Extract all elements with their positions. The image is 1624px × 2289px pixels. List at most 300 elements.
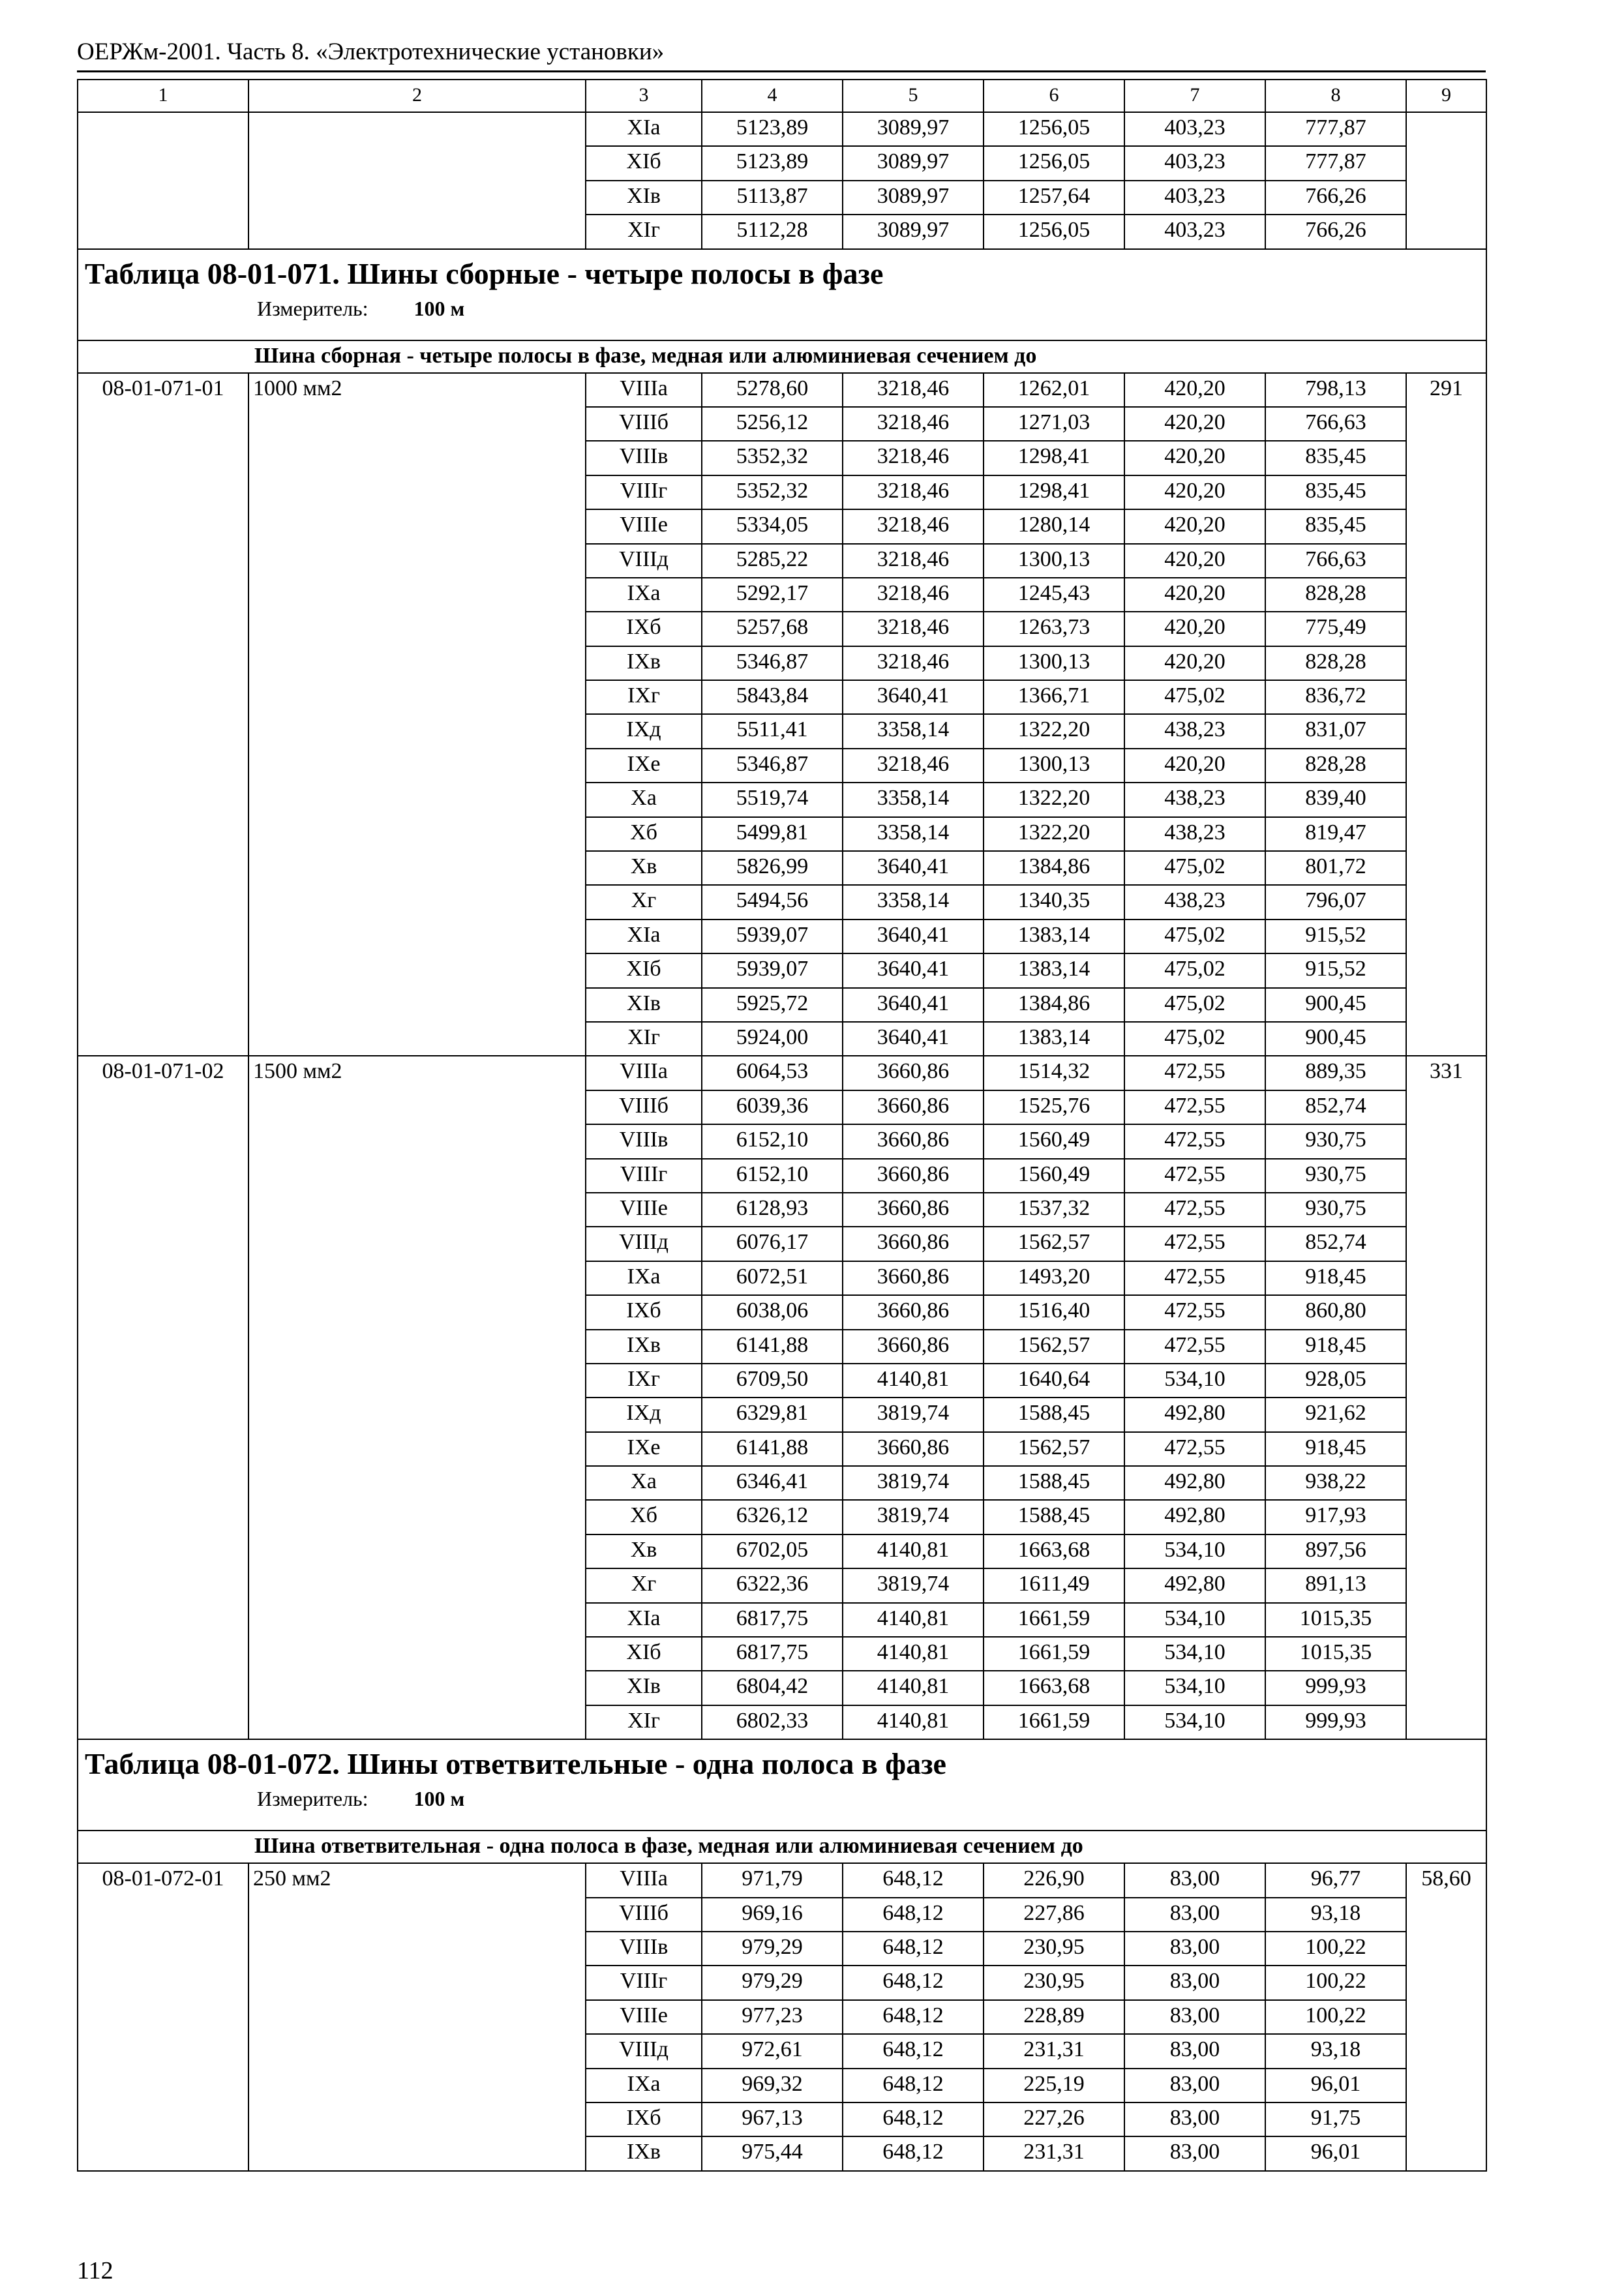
machines-cell: 226,90: [984, 1863, 1124, 1897]
zone-cell: IXб: [586, 612, 702, 646]
table-subtitle-row: [78, 340, 1486, 373]
zone-cell: Xб: [586, 1500, 702, 1534]
wages-cell: 3089,97: [843, 181, 984, 215]
machinist-wages-cell: 475,02: [1124, 680, 1265, 714]
materials-cell: 100,22: [1265, 1966, 1406, 1999]
wages-cell: 3218,46: [843, 373, 984, 407]
wages-cell: 648,12: [843, 2102, 984, 2136]
total-cost-cell: 5925,72: [702, 988, 843, 1022]
machines-cell: 231,31: [984, 2034, 1124, 2068]
total-cost-cell: 6141,88: [702, 1432, 843, 1466]
column-number: 2: [248, 80, 586, 112]
table-subtitle: Шина ответвительная - одна полоса в фазе, медная или алюминиевая сечением до: [78, 1831, 1486, 1863]
zone-cell: IXв: [586, 2136, 702, 2170]
materials-cell: 777,87: [1265, 146, 1406, 180]
zone-cell: IXв: [586, 646, 702, 680]
machinist-wages-cell: 420,20: [1124, 749, 1265, 783]
wages-cell: 3218,46: [843, 407, 984, 441]
wages-cell: 648,12: [843, 1966, 984, 1999]
machines-cell: 227,26: [984, 2102, 1124, 2136]
wages-cell: 3819,74: [843, 1398, 984, 1431]
machines-cell: 230,95: [984, 1966, 1124, 1999]
total-cost-cell: 6709,50: [702, 1364, 843, 1398]
total-cost-cell: 6076,17: [702, 1227, 843, 1261]
wages-cell: 4140,81: [843, 1671, 984, 1705]
machines-cell: 1245,43: [984, 578, 1124, 612]
table-title-row: [78, 1739, 1486, 1831]
table-row: [78, 373, 1486, 407]
machines-cell: 1256,05: [984, 146, 1124, 180]
total-cost-cell: 5346,87: [702, 749, 843, 783]
machinist-wages-cell: 83,00: [1124, 1966, 1265, 1999]
wages-cell: 3640,41: [843, 920, 984, 953]
materials-cell: 766,26: [1265, 181, 1406, 215]
total-cost-cell: 6039,36: [702, 1090, 843, 1124]
total-cost-cell: 6329,81: [702, 1398, 843, 1431]
machines-cell: 1300,13: [984, 646, 1124, 680]
zone-cell: XIг: [586, 215, 702, 248]
machinist-wages-cell: 420,20: [1124, 612, 1265, 646]
materials-cell: 766,63: [1265, 407, 1406, 441]
zone-cell: XIб: [586, 953, 702, 987]
materials-cell: 828,28: [1265, 749, 1406, 783]
total-cost-cell: 979,29: [702, 1966, 843, 1999]
zone-cell: IXг: [586, 680, 702, 714]
machines-cell: 1663,68: [984, 1534, 1124, 1568]
materials-cell: 831,07: [1265, 714, 1406, 748]
machines-cell: 1256,05: [984, 112, 1124, 146]
machines-cell: 1525,76: [984, 1090, 1124, 1124]
machines-cell: 1384,86: [984, 988, 1124, 1022]
labor-cell: 331: [1406, 1056, 1486, 1739]
zone-cell: Xг: [586, 885, 702, 919]
materials-cell: 775,49: [1265, 612, 1406, 646]
materials-cell: 819,47: [1265, 817, 1406, 851]
materials-cell: 796,07: [1265, 885, 1406, 919]
total-cost-cell: 6322,36: [702, 1568, 843, 1602]
wages-cell: 3218,46: [843, 646, 984, 680]
zone-cell: XIг: [586, 1705, 702, 1739]
zone-cell: XIв: [586, 988, 702, 1022]
wages-cell: 3660,86: [843, 1159, 984, 1193]
materials-cell: 999,93: [1265, 1671, 1406, 1705]
total-cost-cell: 6038,06: [702, 1295, 843, 1329]
machinist-wages-cell: 438,23: [1124, 714, 1265, 748]
machinist-wages-cell: 438,23: [1124, 783, 1265, 816]
machinist-wages-cell: 403,23: [1124, 181, 1265, 215]
machinist-wages-cell: 534,10: [1124, 1534, 1265, 1568]
total-cost-cell: 6346,41: [702, 1466, 843, 1500]
machines-cell: 1256,05: [984, 215, 1124, 248]
column-number: 8: [1265, 80, 1406, 112]
column-number: 4: [702, 80, 843, 112]
total-cost-cell: 969,16: [702, 1898, 843, 1932]
zone-cell: VIIIб: [586, 1090, 702, 1124]
wages-cell: 3660,86: [843, 1227, 984, 1261]
machinist-wages-cell: 420,20: [1124, 373, 1265, 407]
zone-cell: XIв: [586, 1671, 702, 1705]
column-number: 3: [586, 80, 702, 112]
zone-cell: IXд: [586, 1398, 702, 1431]
total-cost-cell: 5256,12: [702, 407, 843, 441]
total-cost-cell: 5292,17: [702, 578, 843, 612]
zone-cell: VIIIе: [586, 509, 702, 543]
machinist-wages-cell: 83,00: [1124, 2069, 1265, 2102]
machinist-wages-cell: 475,02: [1124, 920, 1265, 953]
machinist-wages-cell: 420,20: [1124, 407, 1265, 441]
machines-cell: 1562,57: [984, 1432, 1124, 1466]
machinist-wages-cell: 534,10: [1124, 1603, 1265, 1637]
machines-cell: 1661,59: [984, 1637, 1124, 1671]
table-title: Таблица 08-01-072. Шины ответвительные - одна полоса в фазе: [85, 1747, 946, 1781]
materials-cell: 915,52: [1265, 920, 1406, 953]
total-cost-cell: 977,23: [702, 2000, 843, 2034]
total-cost-cell: 6804,42: [702, 1671, 843, 1705]
total-cost-cell: 5511,41: [702, 714, 843, 748]
column-number: 7: [1124, 80, 1265, 112]
total-cost-cell: 6817,75: [702, 1637, 843, 1671]
machinist-wages-cell: 438,23: [1124, 885, 1265, 919]
table-row: [78, 1863, 1486, 1897]
wages-cell: 3218,46: [843, 475, 984, 509]
machines-cell: 1262,01: [984, 373, 1124, 407]
labor-cell: [1406, 112, 1486, 249]
wages-cell: 3218,46: [843, 441, 984, 475]
wages-cell: 3660,86: [843, 1090, 984, 1124]
wages-cell: 648,12: [843, 2069, 984, 2102]
machines-cell: 1611,49: [984, 1568, 1124, 1602]
wages-cell: 3660,86: [843, 1124, 984, 1158]
materials-cell: 999,93: [1265, 1705, 1406, 1739]
materials-cell: 96,01: [1265, 2069, 1406, 2102]
total-cost-cell: 967,13: [702, 2102, 843, 2136]
machinist-wages-cell: 472,55: [1124, 1124, 1265, 1158]
wages-cell: 648,12: [843, 2034, 984, 2068]
materials-cell: 766,26: [1265, 215, 1406, 248]
total-cost-cell: 5113,87: [702, 181, 843, 215]
total-cost-cell: 5346,87: [702, 646, 843, 680]
materials-cell: 900,45: [1265, 1022, 1406, 1056]
page-header: ОЕРЖм-2001. Часть 8. «Электротехнические установки»: [77, 38, 665, 65]
total-cost-cell: 6064,53: [702, 1056, 843, 1090]
wages-cell: 4140,81: [843, 1364, 984, 1398]
machines-cell: 1661,59: [984, 1603, 1124, 1637]
zone-cell: VIIIе: [586, 1193, 702, 1227]
machines-cell: 1257,64: [984, 181, 1124, 215]
machines-cell: 230,95: [984, 1932, 1124, 1966]
name-cell: 250 мм2: [248, 1863, 586, 2171]
machinist-wages-cell: 420,20: [1124, 544, 1265, 578]
zone-cell: Xв: [586, 851, 702, 885]
machinist-wages-cell: 438,23: [1124, 817, 1265, 851]
total-cost-cell: 6326,12: [702, 1500, 843, 1534]
materials-cell: 93,18: [1265, 2034, 1406, 2068]
wages-cell: 3660,86: [843, 1330, 984, 1364]
zone-cell: XIа: [586, 1603, 702, 1637]
zone-cell: VIIIа: [586, 1056, 702, 1090]
machines-cell: 1384,86: [984, 851, 1124, 885]
wages-cell: 3089,97: [843, 112, 984, 146]
machines-cell: 1588,45: [984, 1500, 1124, 1534]
meter-value: 100 м: [414, 296, 465, 320]
machines-cell: 1298,41: [984, 475, 1124, 509]
total-cost-cell: 975,44: [702, 2136, 843, 2170]
machines-cell: 1588,45: [984, 1466, 1124, 1500]
machinist-wages-cell: 403,23: [1124, 112, 1265, 146]
wages-cell: 4140,81: [843, 1705, 984, 1739]
materials-cell: 891,13: [1265, 1568, 1406, 1602]
total-cost-cell: 6152,10: [702, 1159, 843, 1193]
machines-cell: 1661,59: [984, 1705, 1124, 1739]
meter-label: Измеритель:: [257, 296, 368, 320]
machinist-wages-cell: 475,02: [1124, 988, 1265, 1022]
machines-cell: 1516,40: [984, 1295, 1124, 1329]
wages-cell: 3358,14: [843, 817, 984, 851]
zone-cell: IXе: [586, 1432, 702, 1466]
zone-cell: VIIIв: [586, 1932, 702, 1966]
machines-cell: 1280,14: [984, 509, 1124, 543]
materials-cell: 839,40: [1265, 783, 1406, 816]
materials-cell: 930,75: [1265, 1193, 1406, 1227]
wages-cell: 3218,46: [843, 578, 984, 612]
machinist-wages-cell: 475,02: [1124, 1022, 1265, 1056]
wages-cell: 4140,81: [843, 1637, 984, 1671]
total-cost-cell: 5257,68: [702, 612, 843, 646]
zone-cell: IXе: [586, 749, 702, 783]
wages-cell: 3819,74: [843, 1500, 984, 1534]
materials-cell: 915,52: [1265, 953, 1406, 987]
zone-cell: VIIIа: [586, 373, 702, 407]
total-cost-cell: 5112,28: [702, 215, 843, 248]
wages-cell: 3660,86: [843, 1056, 984, 1090]
machinist-wages-cell: 472,55: [1124, 1056, 1265, 1090]
machinist-wages-cell: 472,55: [1124, 1159, 1265, 1193]
wages-cell: 3660,86: [843, 1193, 984, 1227]
materials-cell: 835,45: [1265, 509, 1406, 543]
machines-cell: 1298,41: [984, 441, 1124, 475]
total-cost-cell: 6702,05: [702, 1534, 843, 1568]
total-cost-cell: 5352,32: [702, 441, 843, 475]
wages-cell: 3819,74: [843, 1466, 984, 1500]
zone-cell: VIIIг: [586, 1159, 702, 1193]
total-cost-cell: 6141,88: [702, 1330, 843, 1364]
materials-cell: 777,87: [1265, 112, 1406, 146]
table-subtitle-row: [78, 1831, 1486, 1863]
machines-cell: 227,86: [984, 1898, 1124, 1932]
machinist-wages-cell: 420,20: [1124, 475, 1265, 509]
total-cost-cell: 6072,51: [702, 1261, 843, 1295]
column-number-row: [78, 80, 1486, 112]
wages-cell: 3358,14: [843, 783, 984, 816]
total-cost-cell: 5826,99: [702, 851, 843, 885]
machines-cell: 1640,64: [984, 1364, 1124, 1398]
zone-cell: IXб: [586, 1295, 702, 1329]
zone-cell: IXа: [586, 578, 702, 612]
wages-cell: 3819,74: [843, 1568, 984, 1602]
machines-cell: 1562,57: [984, 1330, 1124, 1364]
machinist-wages-cell: 403,23: [1124, 146, 1265, 180]
total-cost-cell: 5494,56: [702, 885, 843, 919]
machines-cell: 231,31: [984, 2136, 1124, 2170]
wages-cell: 648,12: [843, 1898, 984, 1932]
zone-cell: VIIIд: [586, 544, 702, 578]
machinist-wages-cell: 492,80: [1124, 1398, 1265, 1431]
header-rule: [77, 70, 1486, 72]
machines-cell: 1588,45: [984, 1398, 1124, 1431]
machines-cell: 1663,68: [984, 1671, 1124, 1705]
machinist-wages-cell: 420,20: [1124, 578, 1265, 612]
materials-cell: 928,05: [1265, 1364, 1406, 1398]
wages-cell: 3660,86: [843, 1432, 984, 1466]
code-cell: 08-01-072-01: [78, 1863, 248, 2171]
materials-cell: 852,74: [1265, 1090, 1406, 1124]
machines-cell: 1322,20: [984, 714, 1124, 748]
table-title: Таблица 08-01-071. Шины сборные - четыре полосы в фазе: [85, 256, 884, 290]
materials-cell: 860,80: [1265, 1295, 1406, 1329]
total-cost-cell: 5285,22: [702, 544, 843, 578]
machinist-wages-cell: 472,55: [1124, 1295, 1265, 1329]
wages-cell: 3218,46: [843, 509, 984, 543]
materials-cell: 918,45: [1265, 1330, 1406, 1364]
zone-cell: VIIIд: [586, 2034, 702, 2068]
zone-cell: XIб: [586, 1637, 702, 1671]
materials-cell: 96,01: [1265, 2136, 1406, 2170]
zone-cell: IXб: [586, 2102, 702, 2136]
materials-cell: 852,74: [1265, 1227, 1406, 1261]
wages-cell: 3660,86: [843, 1295, 984, 1329]
machinist-wages-cell: 83,00: [1124, 2000, 1265, 2034]
zone-cell: VIIIв: [586, 441, 702, 475]
machinist-wages-cell: 534,10: [1124, 1705, 1265, 1739]
zone-cell: Xа: [586, 1466, 702, 1500]
code-cell: 08-01-071-02: [78, 1056, 248, 1739]
zone-cell: VIIIг: [586, 1966, 702, 1999]
machinist-wages-cell: 403,23: [1124, 215, 1265, 248]
total-cost-cell: 5924,00: [702, 1022, 843, 1056]
wages-cell: 648,12: [843, 1863, 984, 1897]
machines-cell: 1383,14: [984, 1022, 1124, 1056]
zone-cell: VIIIг: [586, 475, 702, 509]
total-cost-cell: 5123,89: [702, 146, 843, 180]
name-cell: 1000 мм2: [248, 373, 586, 1056]
materials-cell: 917,93: [1265, 1500, 1406, 1534]
wages-cell: 3640,41: [843, 988, 984, 1022]
wages-cell: 3640,41: [843, 851, 984, 885]
total-cost-cell: 6817,75: [702, 1603, 843, 1637]
total-cost-cell: 5519,74: [702, 783, 843, 816]
wages-cell: 3640,41: [843, 680, 984, 714]
materials-cell: 900,45: [1265, 988, 1406, 1022]
materials-cell: 938,22: [1265, 1466, 1406, 1500]
machines-cell: 1300,13: [984, 544, 1124, 578]
machinist-wages-cell: 475,02: [1124, 953, 1265, 987]
wages-cell: 4140,81: [843, 1603, 984, 1637]
zone-cell: XIб: [586, 146, 702, 180]
machinist-wages-cell: 472,55: [1124, 1193, 1265, 1227]
zone-cell: Xб: [586, 817, 702, 851]
zone-cell: IXв: [586, 1330, 702, 1364]
materials-cell: 100,22: [1265, 2000, 1406, 2034]
total-cost-cell: 979,29: [702, 1932, 843, 1966]
machines-cell: 1366,71: [984, 680, 1124, 714]
labor-cell: 291: [1406, 373, 1486, 1056]
column-number: 6: [984, 80, 1124, 112]
machinist-wages-cell: 492,80: [1124, 1568, 1265, 1602]
zone-cell: VIIIв: [586, 1124, 702, 1158]
machines-cell: 1383,14: [984, 953, 1124, 987]
zone-cell: IXа: [586, 2069, 702, 2102]
zone-cell: XIа: [586, 920, 702, 953]
wages-cell: 3358,14: [843, 714, 984, 748]
materials-cell: 1015,35: [1265, 1637, 1406, 1671]
total-cost-cell: 5123,89: [702, 112, 843, 146]
total-cost-cell: 6152,10: [702, 1124, 843, 1158]
total-cost-cell: 5939,07: [702, 953, 843, 987]
zone-cell: VIIIа: [586, 1863, 702, 1897]
machinist-wages-cell: 420,20: [1124, 646, 1265, 680]
materials-cell: 836,72: [1265, 680, 1406, 714]
machines-cell: 1340,35: [984, 885, 1124, 919]
machines-cell: 1560,49: [984, 1124, 1124, 1158]
zone-cell: VIIIб: [586, 407, 702, 441]
total-cost-cell: 972,61: [702, 2034, 843, 2068]
name-cell: [248, 112, 586, 249]
table-row: [78, 1056, 1486, 1090]
zone-cell: VIIIд: [586, 1227, 702, 1261]
total-cost-cell: 6128,93: [702, 1193, 843, 1227]
materials-cell: 897,56: [1265, 1534, 1406, 1568]
machinist-wages-cell: 492,80: [1124, 1466, 1265, 1500]
materials-cell: 930,75: [1265, 1124, 1406, 1158]
zone-cell: XIг: [586, 1022, 702, 1056]
machinist-wages-cell: 472,55: [1124, 1330, 1265, 1364]
machinist-wages-cell: 472,55: [1124, 1261, 1265, 1295]
materials-cell: 766,63: [1265, 544, 1406, 578]
materials-cell: 835,45: [1265, 475, 1406, 509]
code-cell: [78, 112, 248, 249]
machines-cell: 1560,49: [984, 1159, 1124, 1193]
wages-cell: 648,12: [843, 1932, 984, 1966]
wages-cell: 648,12: [843, 2000, 984, 2034]
column-number: 5: [843, 80, 984, 112]
wages-cell: 3640,41: [843, 1022, 984, 1056]
total-cost-cell: 6802,33: [702, 1705, 843, 1739]
zone-cell: VIIIе: [586, 2000, 702, 2034]
table-title-block: [78, 249, 1486, 340]
zone-cell: Xа: [586, 783, 702, 816]
machinist-wages-cell: 472,55: [1124, 1090, 1265, 1124]
name-cell: 1500 мм2: [248, 1056, 586, 1739]
wages-cell: 3218,46: [843, 749, 984, 783]
wages-cell: 3089,97: [843, 215, 984, 248]
wages-cell: 3358,14: [843, 885, 984, 919]
machines-cell: 1493,20: [984, 1261, 1124, 1295]
wages-cell: 3089,97: [843, 146, 984, 180]
machines-cell: 1263,73: [984, 612, 1124, 646]
machinist-wages-cell: 83,00: [1124, 2136, 1265, 2170]
meter-line: [85, 293, 1479, 324]
column-number: 9: [1406, 80, 1486, 112]
machines-cell: 1322,20: [984, 783, 1124, 816]
wages-cell: 3660,86: [843, 1261, 984, 1295]
machinist-wages-cell: 534,10: [1124, 1671, 1265, 1705]
machinist-wages-cell: 475,02: [1124, 851, 1265, 885]
machinist-wages-cell: 83,00: [1124, 2102, 1265, 2136]
materials-cell: 921,62: [1265, 1398, 1406, 1431]
table-subtitle: Шина сборная - четыре полосы в фазе, медная или алюминиевая сечением до: [78, 340, 1486, 373]
wages-cell: 648,12: [843, 2136, 984, 2170]
wages-cell: 4140,81: [843, 1534, 984, 1568]
